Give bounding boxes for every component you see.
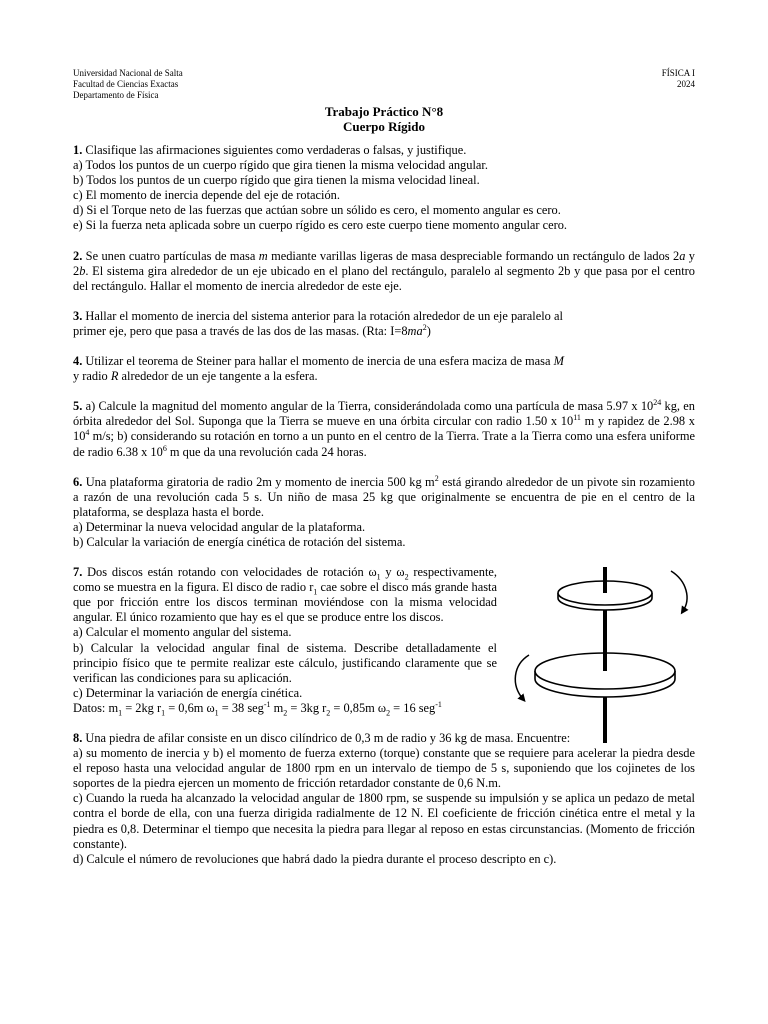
subscript: 2	[326, 708, 331, 718]
problem-8	[73, 731, 695, 867]
problem-text: Dos discos están rotando con velocidades de rotación ω	[82, 565, 377, 580]
course-year: 2024	[677, 79, 695, 89]
course-block	[662, 68, 695, 90]
subscript: 1	[376, 572, 381, 582]
problem-text: a) Calcule la magnitud del momento angular de la Tierra, considerándolada como una partícula de masa 5.97 x 10	[82, 399, 654, 414]
problem-text: y radio	[73, 369, 111, 384]
var-a: a	[679, 248, 686, 263]
subscript: 1	[214, 708, 219, 718]
statement-b: b) Todos los puntos de un cuerpo rígido que gira tienen la misma velocidad lineal.	[73, 173, 480, 188]
problem-3	[73, 309, 695, 339]
problem-text: está girando alrededor de un pivote sin rozamiento a razón de una revolución cada 5 s. Un niño de masa 25 kg que originalmente se encuentra de pie en el centro de la plataforma, se desplaza hasta el borde.	[73, 474, 695, 519]
problem-text: m y rapidez de 2.98 x 10	[73, 414, 695, 444]
problem-number: 6.	[73, 474, 83, 489]
problem-number: 8.	[73, 731, 83, 745]
var-m: m	[258, 248, 268, 263]
subscript: 2	[283, 708, 288, 718]
problem-text: Utilizar el teorema de Steiner para hallar el momento de inercia de una esfera maciza de masa	[82, 354, 554, 369]
omega1-arrow	[671, 571, 687, 611]
title-line-1: Trabajo Práctico N°8	[324, 104, 444, 119]
institution-block	[73, 68, 183, 101]
part-c: c) Determinar la variación de energía cinética.	[73, 685, 303, 700]
omega2-arrow	[515, 655, 529, 699]
problem-number: 1.	[73, 143, 83, 157]
exponent: -1	[435, 699, 442, 709]
data-text: m	[270, 700, 284, 715]
two-discs-figure	[507, 565, 707, 747]
part-c: c) Cuando la rueda ha alcanzado la velocidad angular de 1800 rpm, se suspende su impulsión y se aplica un pedazo de metal contra el borde de ella, con una fuerza dirigida radialmente de 12 N. El coeficiente de fricción cinética entre el metal y la piedra es 0,8. Determinar el tiempo que necesita la piedra para llegar al reposo en estas circunstancias. (Momento de fricción constante).	[73, 791, 695, 851]
problem-text: m/s; b) considerando su rotación en torno a un punto en el centro de la Tierra. Trate a la Tierra como una esfera uniforme de radio 6.38 x 10	[73, 429, 695, 459]
faculty-name: Facultad de Ciencias Exactas	[73, 79, 179, 89]
problem-6	[73, 475, 695, 550]
data-text: = 16 seg	[390, 700, 436, 715]
problem-1	[73, 143, 695, 234]
problem-text: )	[426, 323, 431, 338]
statement-c: c) El momento de inercia depende del eje de rotación.	[73, 188, 340, 203]
university-name: Universidad Nacional de Salta	[73, 68, 183, 78]
data-text: = 0,6m ω	[165, 700, 215, 715]
problem-2	[73, 249, 695, 294]
data-text: Datos: m	[73, 700, 119, 715]
given-data	[73, 701, 497, 716]
problem-text: primer eje, pero que pasa a través de las dos de las masas. (Rta: I=8	[73, 323, 408, 338]
data-text: = 38 seg	[218, 700, 264, 715]
part-b: b) Calcular la variación de energía cinética de rotación del sistema.	[73, 534, 406, 549]
subscript: 2	[404, 572, 409, 582]
problem-number: 3.	[73, 308, 83, 323]
exponent: 6	[162, 443, 167, 453]
problem-text: Hallar el momento de inercia del sistema anterior para la rotación alrededor de un eje paralelo al	[82, 308, 563, 323]
exponent: -1	[263, 699, 271, 709]
problem-text: cae sobre el disco más grande hasta que por fricción entre los discos terminan moviéndose con la misma velocidad angular. El único rozamiento que hay es el que se produce entre los discos.	[73, 580, 497, 625]
problem-7-text	[73, 565, 497, 716]
subscript: 2	[386, 708, 391, 718]
subscript: 1	[161, 708, 166, 718]
exponent: 24	[653, 398, 662, 408]
statement-d: d) Si el Torque neto de las fuerzas que actúan sobre un sólido es cero, el momento angular es cero.	[73, 203, 561, 218]
problem-text: y ω	[380, 565, 405, 580]
subscript: 1	[313, 587, 318, 597]
part-a: a) Determinar la nueva velocidad angular de la plataforma.	[73, 519, 366, 534]
problem-number: 2.	[73, 248, 83, 263]
problem-number: 7.	[73, 565, 83, 580]
department-name: Departamento de Física	[73, 90, 159, 100]
statement-a: a) Todos los puntos de un cuerpo rígido que gira tienen la misma velocidad angular.	[73, 158, 488, 173]
var-R: R	[110, 369, 119, 384]
problem-text: Se unen cuatro partículas de masa	[82, 248, 259, 263]
exponent: 2	[434, 473, 439, 483]
problem-text: kg, en órbita alrededor del Sol. Suponga que la Tierra se mueve en una órbita circular con radio 1.50 x 10	[73, 399, 695, 429]
problem-number: 5.	[73, 399, 83, 414]
course-name: FÍSICA I	[661, 68, 695, 78]
var-ma: ma	[407, 323, 423, 338]
document-title	[73, 104, 695, 134]
part-ab: a) su momento de inercia y b) el momento de fuerza externo (torque) constante que se requiere para acelerar la piedra desde el reposo hasta una velocidad angular de 1800 rpm en un intervalo de tiempo de 5 s, suponiendo que los cojinetes de los soportes de la piedra ejercen un momento de fricción retardador constante de 0,6 N.m.	[73, 746, 695, 791]
data-text: = 0,85m ω	[330, 700, 387, 715]
problem-7	[73, 565, 695, 716]
var-M: M	[553, 354, 564, 369]
exponent: 4	[85, 428, 90, 438]
title-line-2: Cuerpo Rígido	[343, 119, 425, 134]
problem-text: respectivamente, como se muestra en la figura. El disco de radio r	[73, 565, 497, 595]
problem-4	[73, 354, 695, 384]
var-b: b	[79, 263, 86, 278]
data-text: = 3kg r	[287, 700, 327, 715]
problem-text: alrededor de un eje tangente a la esfera.	[118, 369, 318, 384]
statement-e: e) Si la fuerza neta aplicada sobre un cuerpo rígido es cero este cuerpo tiene momento angular cero.	[73, 218, 568, 233]
problem-5	[73, 399, 695, 459]
data-text: = 2kg r	[122, 700, 162, 715]
problem-text: m que da una revolución cada 24 horas.	[166, 444, 367, 459]
problem-intro: Clasifique las afirmaciones siguientes como verdaderas o falsas, y justifique.	[82, 143, 467, 157]
page-header	[73, 68, 695, 104]
part-a: a) Calcular el momento angular del sistema.	[73, 625, 292, 640]
part-d: d) Calcule el número de revoluciones que habrá dado la piedra durante el proceso descripto en c).	[73, 851, 557, 866]
subscript: 1	[118, 708, 123, 718]
problem-number: 4.	[73, 354, 83, 369]
problem-list	[73, 143, 695, 867]
problem-text: Una plataforma giratoria de radio 2m y momento de inercia 500 kg m	[82, 474, 435, 489]
problem-text: mediante varillas ligeras de masa despreciable formando un rectángulo de lados 2	[267, 248, 680, 263]
part-b: b) Calcular la velocidad angular final de sistema. Describe detalladamente el principio físico que te permite realizar este cálculo, justificando claramente que se verifican las condiciones para su aplicación.	[73, 640, 497, 685]
exponent: 2	[422, 322, 427, 332]
problem-text: y 2	[73, 248, 695, 278]
exponent: 11	[573, 413, 581, 423]
document-page	[73, 68, 695, 882]
problem-text: . El sistema gira alrededor de un eje ubicado en el plano del rectángulo, paralelo al segmento 2b y que pasa por el centro del rectángulo. Hallar el momento de inercia alrededor de este eje.	[73, 263, 695, 293]
problem-text: Una piedra de afilar consiste en un disco cilíndrico de 0,3 m de radio y 36 kg de masa. Encuentre:	[82, 731, 571, 745]
